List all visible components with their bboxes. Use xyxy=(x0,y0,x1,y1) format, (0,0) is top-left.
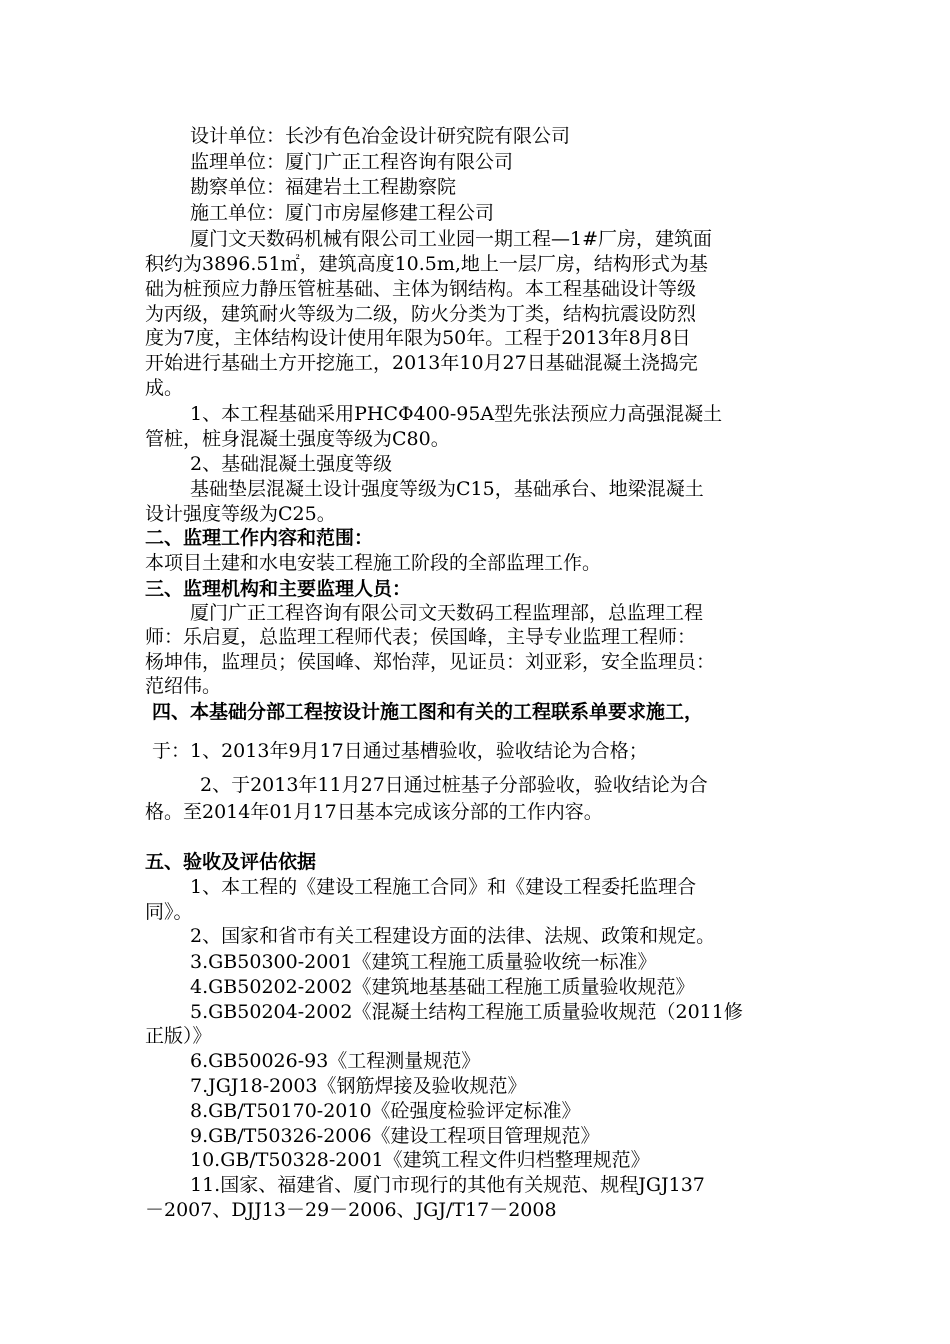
foundation-item-1: 1、本工程基础采用PHCΦ400-95A型先张法预应力高强混凝土 xyxy=(190,403,723,425)
intro-line: 础为桩预应力静压管桩基础、主体为钢结构。本工程基础设计等级 xyxy=(145,278,697,300)
section-3-body: 师：乐启夏，总监理工程师代表；侯国峰，主导专业监理工程师： xyxy=(145,626,697,648)
survey-unit: 勘察单位：福建岩土工程勘察院 xyxy=(190,176,457,198)
section-4-line: 2、于2013年11月27日通过桩基子分部验收，验收结论为合 xyxy=(200,774,708,796)
foundation-item-2: 设计强度等级为C25。 xyxy=(145,503,336,525)
foundation-item-2-title: 2、基础混凝土强度等级 xyxy=(190,453,393,475)
foundation-item-2: 基础垫层混凝土设计强度等级为C15，基础承台、地梁混凝土 xyxy=(190,478,704,500)
section-3-body: 范绍伟。 xyxy=(145,675,222,697)
section-2-heading: 二、监理工作内容和范围： xyxy=(145,527,374,549)
basis-item: 10.GB/T50328-2001《建筑工程文件归档整理规范》 xyxy=(190,1149,650,1171)
basis-item: 11.国家、福建省、厦门市现行的其他有关规范、规程JGJ137 xyxy=(190,1174,705,1196)
basis-item: 7.JGJ18-2003《钢筋焊接及验收规范》 xyxy=(190,1075,527,1097)
basis-item: 2、国家和省市有关工程建设方面的法律、法规、政策和规定。 xyxy=(190,925,716,947)
section-4-line: 于：1、2013年9月17日通过基槽验收，验收结论为合格； xyxy=(152,740,648,762)
section-5-heading: 五、验收及评估依据 xyxy=(145,851,317,873)
basis-item: 正版）》 xyxy=(145,1025,212,1047)
section-4-heading: 四、本基础分部工程按设计施工图和有关的工程联系单要求施工， xyxy=(152,701,704,723)
construction-unit: 施工单位：厦门市房屋修建工程公司 xyxy=(190,202,495,224)
intro-line: 度为7度，主体结构设计使用年限为50年。工程于2013年8月8日 xyxy=(145,327,691,349)
basis-item: 6.GB50026-93《工程测量规范》 xyxy=(190,1050,481,1072)
basis-item: 9.GB/T50326-2006《建设工程项目管理规范》 xyxy=(190,1125,600,1147)
section-3-heading: 三、监理机构和主要监理人员： xyxy=(145,578,412,600)
basis-item: 3.GB50300-2001《建筑工程施工质量验收统一标准》 xyxy=(190,951,657,973)
basis-item: 1、本工程的《建设工程施工合同》和《建设工程委托监理合 xyxy=(190,876,697,898)
section-4-line: 格。至2014年01月17日基本完成该分部的工作内容。 xyxy=(145,801,603,823)
intro-line: 积约为3896.51㎡，建筑高度10.5m,地上一层厂房，结构形式为基 xyxy=(145,253,708,275)
section-2-body: 本项目土建和水电安装工程施工阶段的全部监理工作。 xyxy=(145,552,602,574)
basis-item: 5.GB50204-2002《混凝土结构工程施工质量验收规范（2011修 xyxy=(190,1001,743,1023)
supervision-unit: 监理单位：厦门广正工程咨询有限公司 xyxy=(190,151,514,173)
basis-item: －2007、DJJ13－29－2006、JGJ/T17－2008 xyxy=(145,1199,557,1221)
intro-line: 厦门文天数码机械有限公司工业园一期工程—1#厂房，建筑面 xyxy=(190,228,713,250)
foundation-item-1: 管桩，桩身混凝土强度等级为C80。 xyxy=(145,428,450,450)
basis-item: 8.GB/T50170-2010《砼强度检验评定标准》 xyxy=(190,1100,581,1122)
intro-line: 开始进行基础土方开挖施工，2013年10月27日基础混凝土浇捣完 xyxy=(145,352,698,374)
basis-item: 同》。 xyxy=(145,901,193,923)
basis-item: 4.GB50202-2002《建筑地基基础工程施工质量验收规范》 xyxy=(190,976,695,998)
intro-line: 成。 xyxy=(145,377,184,399)
section-3-body: 厦门广正工程咨询有限公司文天数码工程监理部，总监理工程 xyxy=(190,602,704,624)
design-unit: 设计单位：长沙有色冶金设计研究院有限公司 xyxy=(190,125,571,147)
section-3-body: 杨坤伟，监理员；侯国峰、郑怡萍，见证员：刘亚彩，安全监理员： xyxy=(145,651,716,673)
intro-line: 为丙级，建筑耐火等级为二级，防火分类为丁类，结构抗震设防烈 xyxy=(145,303,697,325)
